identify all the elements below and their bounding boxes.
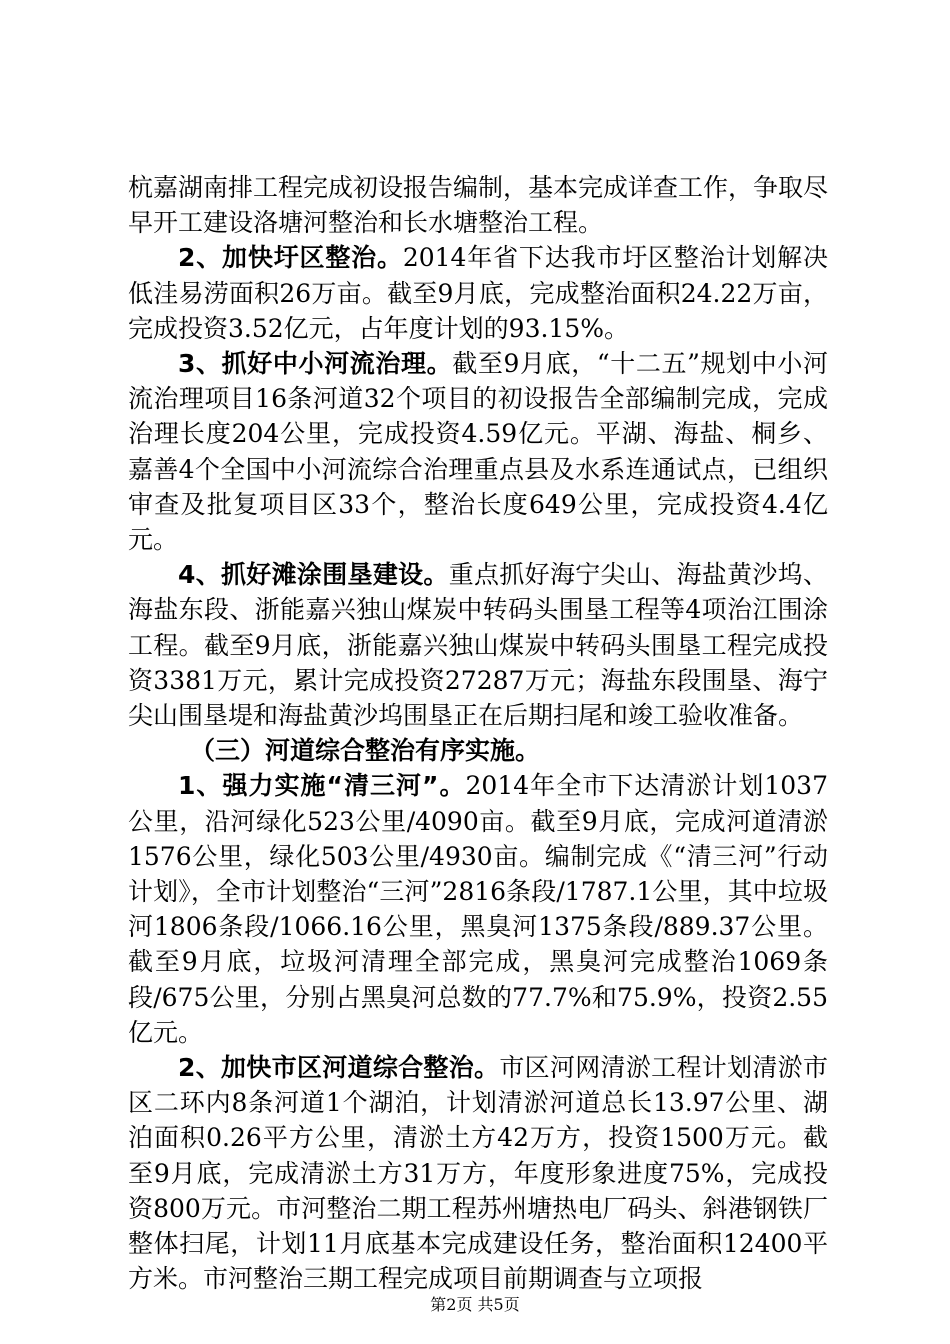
- paragraph-text: 2014年省下达我市圩区整治计划解决低洼易涝面积26万亩。截至9月底，完成整治面积24.22万亩，完成投资3.52亿元，占年度计划的93.15%。: [128, 243, 828, 343]
- paragraph-1: [128, 170, 828, 240]
- paragraph-text: 重点抓好海宁尖山、海盐黄沙坞、海盐东段、浙能嘉兴独山煤炭中转码头围垦工程等4项治江围涂工程。截至9月底，浙能嘉兴独山煤炭中转码头围垦工程完成投资3381万元，累计完成投资27287万元；海盐东段围垦、海宁尖山围垦堤和海盐黄沙坞围垦正在后期扫尾和竣工验收准备。: [128, 560, 828, 731]
- section-heading-text: （三）河道综合整治有序实施。: [190, 736, 541, 766]
- paragraph-2: [128, 240, 828, 346]
- page-number-label: 第2页 共5页: [430, 1295, 520, 1314]
- document-body: [128, 170, 828, 1297]
- paragraph-heading: 1、强力实施“清三河”。: [178, 771, 466, 801]
- paragraph-3: [128, 346, 828, 557]
- page-footer: [0, 1292, 950, 1315]
- paragraph-heading: 4、抓好滩涂围垦建设。: [178, 560, 449, 590]
- section-heading: [128, 733, 828, 768]
- paragraph-text: 市区河网清淤工程计划清淤市区二环内8条河道1个湖泊，计划清淤河道总长13.97公里、湖泊面积0.26平方公里，清淤土方42万方，投资1500万元。截至9月底，完成清淤土方31万方，年度形象进度75%，完成投资800万元。市河整治二期工程苏州塘热电厂码头、斜港钢铁厂整体扫尾，计划11月底基本完成建设任务，整治面积12400平方米。市河整治三期工程完成项目前期调查与立项报: [128, 1053, 828, 1294]
- paragraph-heading: 3、抓好中小河流治理。: [178, 349, 453, 379]
- paragraph-heading: 2、加快圩区整治。: [178, 243, 403, 273]
- paragraph-4: [128, 557, 828, 733]
- paragraph-heading: 2、加快市区河道综合整治。: [178, 1053, 500, 1083]
- paragraph-text: 2014年全市下达清淤计划1037公里，沿河绿化523公里/4090亩。截至9月底，完成河道清淤1576公里，绿化503公里/4930亩。编制完成《“清三河”行动计划》，全市计划整治“三河”2816条段/1787.1公里，其中垃圾河1806条段/1066.16公里，黑臭河1375条段/889.37公里。截至9月底，垃圾河清理全部完成，黑臭河完成整治1069条段/675公里，分别占黑臭河总数的77.7%和75.9%，投资2.55亿元。: [128, 771, 828, 1047]
- paragraph-text: 截至9月底，“十二五”规划中小河流治理项目16条河道32个项目的初设报告全部编制完成，完成治理长度204公里，完成投资4.59亿元。平湖、海盐、桐乡、嘉善4个全国中小河流综合治理重点县及水系连通试点，已组织审查及批复项目区33个，整治长度649公里，完成投资4.4亿元。: [128, 349, 828, 555]
- paragraph-6: [128, 1050, 828, 1296]
- paragraph-5: [128, 768, 828, 1050]
- paragraph-text: 杭嘉湖南排工程完成初设报告编制，基本完成详查工作，争取尽早开工建设洛塘河整治和长水塘整治工程。: [128, 173, 829, 238]
